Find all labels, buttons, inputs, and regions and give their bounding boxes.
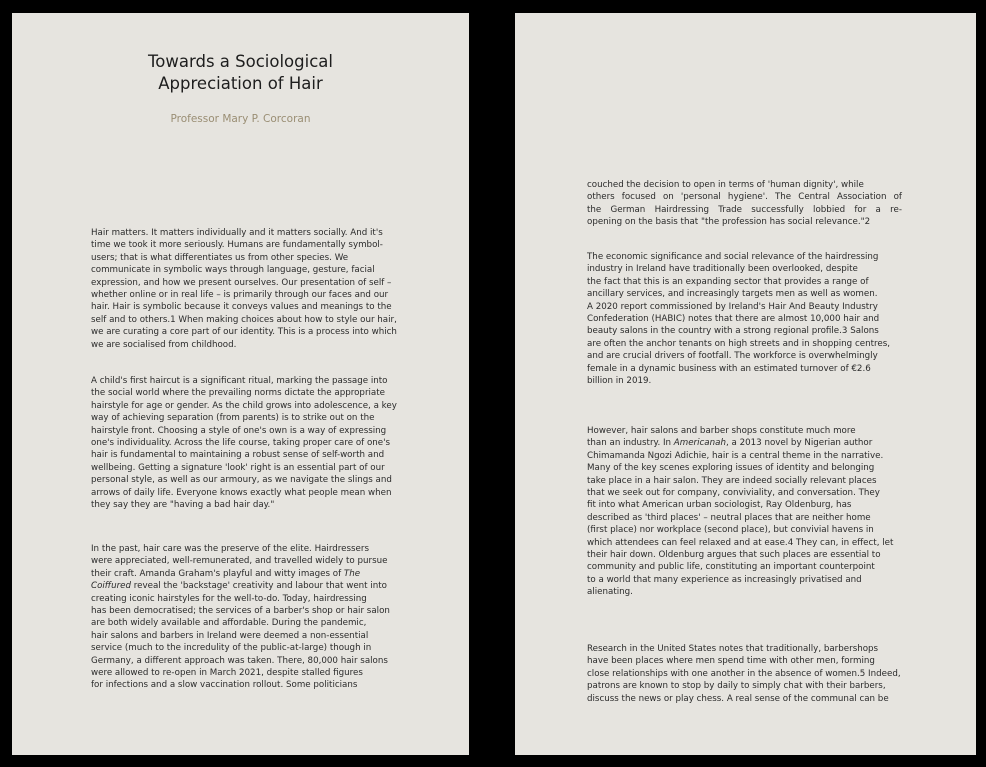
text-line: beauty salons in the country with a strong regional profile.3 Salons [587, 326, 879, 337]
text-line: described as 'third places' – neutral places that are neither home [587, 512, 871, 523]
text-line: billion in 2019. [587, 376, 652, 387]
text-line [91, 580, 411, 592]
text-line [91, 568, 411, 580]
text-line: Confederation (HABIC) notes that there are almost 10,000 hair and [587, 314, 880, 325]
text-line: have been places where men spend time with other men, forming [587, 656, 875, 667]
text-line: whether online or in real life – is primarily through our faces and our [91, 290, 389, 301]
text-line: community and public life, constituting an important counterpoint [587, 562, 875, 573]
text-line: A child's first haircut is a significant ritual, marking the passage into [91, 376, 388, 386]
text-line: Germany, a different approach was taken. There, 80,000 hair salons [91, 655, 388, 666]
text-line: has been democratised; the services of a barber's shop or hair salon [91, 606, 390, 617]
text-line: we are curating a core part of our identity. This is a process into which [91, 327, 397, 338]
text-line: self and to others.1 When making choices about how to style our hair, [91, 314, 397, 325]
text-line: others focused on 'personal hygiene'. The Central Association of [587, 192, 902, 203]
text-line: were allowed to re-open in March 2021, despite stalled figures [91, 668, 363, 679]
text-line: hair salons and barbers in Ireland were deemed a non-essential [91, 630, 369, 641]
text-line: female in a dynamic business with an estimated turnover of €2.6 [587, 363, 871, 374]
text-line: creating iconic hairstyles for the well-to-do. Today, hairdressing [91, 593, 367, 604]
text-line: The economic significance and social relevance of the hairdressing [587, 252, 879, 262]
text-line: the German Hairdressing Trade successfully lobbied for a re- [587, 204, 902, 215]
paragraph-continuation [587, 179, 902, 229]
text-line: hairstyle for age or gender. As the child grows into adolescence, a key [91, 400, 397, 411]
text-line: one's individuality. Across the life course, taking proper care of one's [91, 438, 391, 449]
text-line: are both widely available and affordable. During the pandemic, [91, 618, 367, 629]
paragraph-first-haircut [91, 375, 411, 511]
text-line: service (much to the incredulity of the public-at-large) though in [91, 643, 372, 654]
left-page [12, 13, 469, 755]
author-name: Professor Mary P. Corcoran [170, 113, 311, 125]
text-line: ancillary services, and increasingly targets men as well as women. [587, 289, 878, 300]
text-line: Research in the United States notes that traditionally, barbershops [587, 644, 879, 654]
text-line: close relationships with one another in the absence of women.5 Indeed, [587, 668, 901, 679]
italic-title-fragment: Americanah [673, 438, 726, 449]
text-fragment: reveal the 'backstage' creativity and labour that went into [131, 581, 387, 592]
text-line: Chimamanda Ngozi Adichie, hair is a central theme in the narrative. [587, 450, 884, 461]
italic-title-fragment: The [343, 568, 361, 579]
text-line: However, hair salons and barber shops constitute much more [587, 426, 856, 436]
text-line: time we took it more seriously. Humans are fundamentally symbol- [91, 240, 383, 251]
text-line: opening on the basis that "the profession has social relevance."2 [587, 217, 871, 228]
title-line-1: Towards a Sociological [148, 52, 333, 71]
italic-title-fragment: Coiffured [91, 581, 132, 592]
text-line: Many of the key scenes exploring issues of identity and belonging [587, 463, 875, 474]
text-line: Hair matters. It matters individually and it matters socially. And it's [91, 228, 383, 238]
text-line: hair. Hair is symbolic because it conveys values and meanings to the [91, 302, 392, 313]
text-line: alienating. [587, 587, 633, 598]
text-line: that we seek out for company, conviviality, and conversation. They [587, 488, 880, 499]
text-line: wellbeing. Getting a signature 'look' right is an essential part of our [91, 462, 385, 473]
text-line: industry in Ireland have traditionally been overlooked, despite [587, 264, 858, 275]
text-line: their hair down. Oldenburg argues that such places are essential to [587, 550, 881, 561]
text-fragment: their craft. Amanda Graham's playful and witty images of [91, 568, 342, 579]
paragraph-past-hair-care [91, 543, 411, 692]
text-fragment: than an industry. In [587, 438, 674, 449]
text-line: couched the decision to open in terms of 'human dignity', while [587, 180, 864, 190]
text-line: the social world where the prevailing norms dictate the appropriate [91, 388, 385, 399]
paragraph-third-places [587, 425, 907, 599]
text-line: we are socialised from childhood. [91, 339, 237, 350]
text-line: discuss the news or play chess. A real sense of the communal can be [587, 693, 889, 704]
text-line: users; that is what differentiates us from other species. We [91, 252, 349, 263]
text-line: and are crucial drivers of footfall. The workforce is overwhelmingly [587, 351, 878, 362]
text-line: for infections and a slow vaccination rollout. Some politicians [91, 680, 358, 691]
text-line: expression, and how we present ourselves. Our presentation of self – [91, 277, 392, 288]
right-page [515, 13, 976, 755]
text-line: (first place) nor workplace (second place), but convivial havens in [587, 525, 874, 536]
article-title [12, 51, 469, 95]
text-line: to a world that many experience as increasingly privatised and [587, 574, 862, 585]
text-line: In the past, hair care was the preserve of the elite. Hairdressers [91, 544, 369, 554]
text-line: hair is fundamental to maintaining a robust sense of self-worth and [91, 450, 385, 461]
text-line: A 2020 report commissioned by Ireland's Hair And Beauty Industry [587, 301, 878, 312]
paragraph-economic-significance [587, 251, 907, 387]
text-line: take place in a hair salon. They are indeed socially relevant places [587, 475, 877, 486]
text-line: personal style, as well as our armoury, as we navigate the slings and [91, 475, 392, 486]
text-line: the fact that this is an expanding sector that provides a range of [587, 276, 869, 287]
text-line: fit into what American urban sociologist, Ray Oldenburg, has [587, 500, 852, 511]
paragraph-hair-matters [91, 227, 411, 351]
text-line: they say they are "having a bad hair day." [91, 500, 275, 511]
text-line: hairstyle front. Choosing a style of one's own is a way of expressing [91, 425, 387, 436]
text-line: are often the anchor tenants on high streets and in shopping centres, [587, 338, 890, 349]
text-line: which attendees can feel relaxed and at ease.4 They can, in effect, let [587, 537, 894, 548]
text-line: way of achieving separation (from parents) is to strike out on the [91, 413, 375, 424]
text-line: arrows of daily life. Everyone knows exactly what people mean when [91, 487, 392, 498]
paragraph-barbershops [587, 643, 917, 705]
text-line: were appreciated, well-remunerated, and travelled widely to pursue [91, 556, 388, 567]
title-line-2: Appreciation of Hair [158, 74, 323, 93]
text-fragment: , a 2013 novel by Nigerian author [725, 438, 873, 449]
text-line: patrons are known to stop by daily to simply chat with their barbers, [587, 681, 886, 692]
text-line: communicate in symbolic ways through language, gesture, facial [91, 265, 375, 276]
text-line [587, 437, 907, 449]
